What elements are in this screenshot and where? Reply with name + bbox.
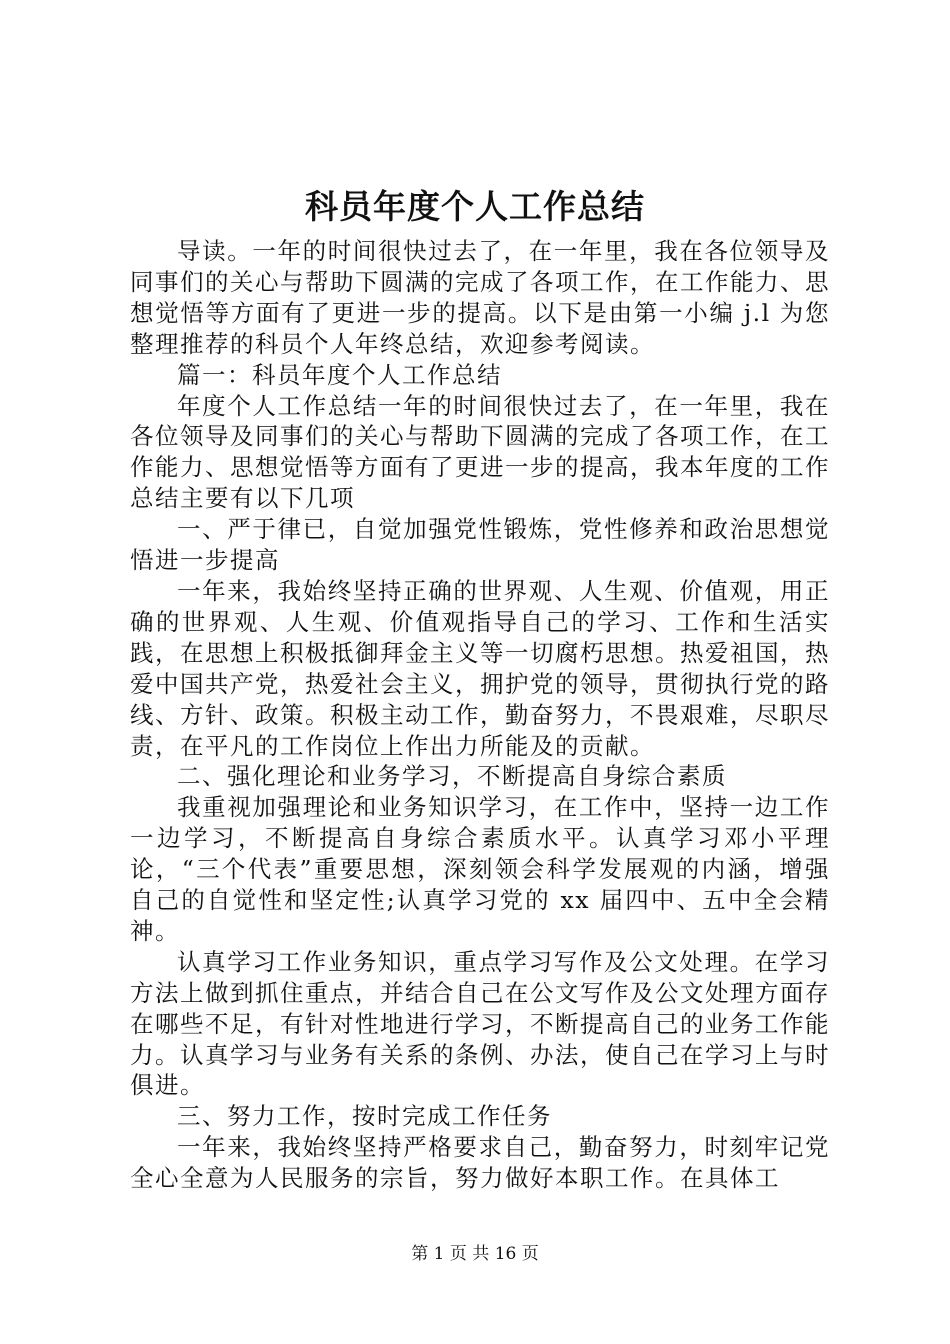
paragraph: 一年来，我始终坚持严格要求自己，勤奋努力，时刻牢记党全心全意为人民服务的宗旨，努力做好本职工作。在具体工: [130, 1133, 830, 1193]
paragraph: 一年来，我始终坚持正确的世界观、人生观、价值观，用正确的世界观、人生观、价值观指导自己的学习、工作和生活实践，在思想上积极抵御拜金主义等一切腐朽思想。热爱祖国，热爱中国共产党，热爱社会主义，拥护党的领导，贯彻执行党的路线、方针、政策。积极主动工作，勤奋努力，不畏艰难，尽职尽责，在平凡的工作岗位上作出力所能及的贡献。: [130, 576, 830, 760]
page-footer: 第 1 页 共 16 页: [411, 1244, 539, 1264]
paragraph-heading-3: 三、努力工作，按时完成工作任务: [177, 1102, 552, 1131]
paragraph-intro: 导读。一年的时间很快过去了，在一年里，我在各位领导及同事们的关心与帮助下圆满的完成了各项工作，在工作能力、思想觉悟等方面有了更进一步的提高。以下是由第一小编 j.l 为您整理推荐的科员个人年终总结，欢迎参考阅读。: [130, 237, 830, 358]
paragraph-heading-1: 一、严于律已，自觉加强党性锻炼，党性修养和政治思想觉悟进一步提高: [130, 515, 830, 575]
paragraph-heading-2: 二、强化理论和业务学习，不断提高自身综合素质: [177, 762, 727, 791]
paragraph: 认真学习工作业务知识，重点学习写作及公文处理。在学习方法上做到抓住重点，并结合自己在公文写作及公文处理方面存在哪些不足，有针对性地进行学习，不断提高自己的业务工作能力。认真学习与业务有关系的条例、办法，使自己在学习上与时俱进。: [130, 947, 830, 1100]
paragraph-section-heading: 篇一：科员年度个人工作总结: [177, 360, 502, 389]
page-title: 科员年度个人工作总结: [305, 187, 645, 226]
document-body: [130, 236, 830, 1194]
paragraph: 我重视加强理论和业务知识学习，在工作中，坚持一边工作一边学习，不断提高自身综合素质水平。认真学习邓小平理论，“三个代表”重要思想，深刻领会科学发展观的内涵，增强自己的自觉性和坚定性;认真学习党的 xx 届四中、五中全会精神。: [130, 793, 830, 945]
paragraph: 年度个人工作总结一年的时间很快过去了，在一年里，我在各位领导及同事们的关心与帮助下圆满的完成了各项工作，在工作能力、思想觉悟等方面有了更进一步的提高，我本年度的工作总结主要有以下几项: [130, 391, 830, 513]
